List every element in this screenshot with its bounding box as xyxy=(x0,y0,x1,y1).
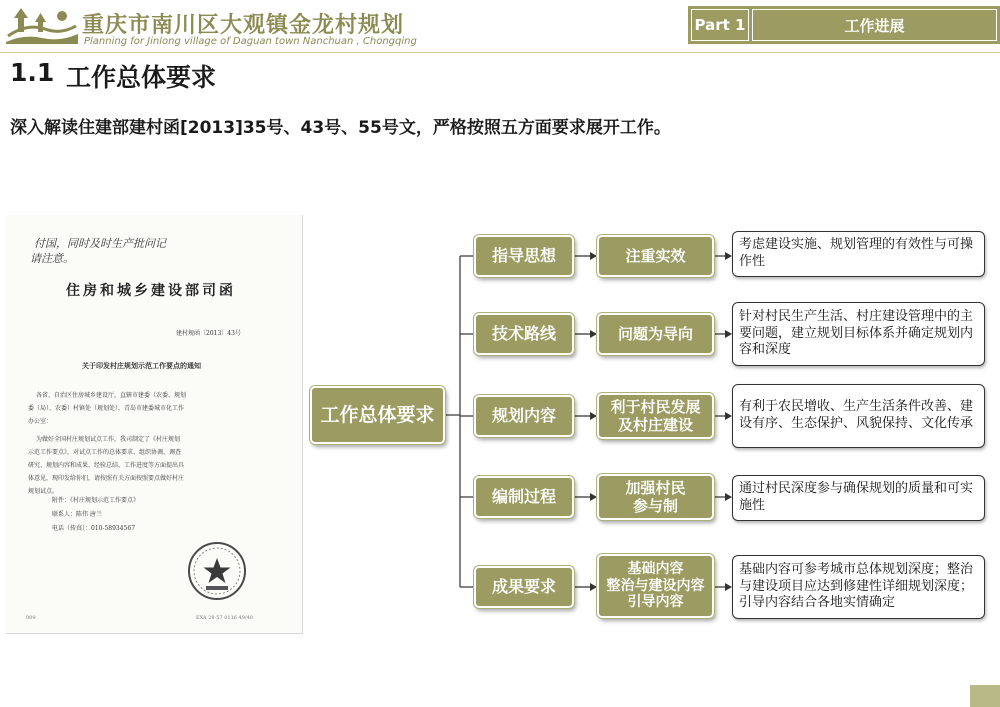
description-box xyxy=(732,384,985,448)
description-box xyxy=(732,302,985,366)
doc-body-line: 办公室： xyxy=(28,418,53,425)
focus-line: 整治与建设内容 xyxy=(606,577,705,594)
focus-line: 加强村民 xyxy=(625,479,686,497)
part-label: Part 1 xyxy=(691,9,749,41)
doc-body-line: 联系人：陈伟 唐兰 xyxy=(52,511,102,518)
focus-line: 利于村民发展 xyxy=(610,398,701,416)
focus-line: 基础内容 xyxy=(627,560,684,577)
description-text: 通过村民深度参与确保规划的质量和可实施性 xyxy=(739,481,974,513)
doc-handwriting-2: 请注意。 xyxy=(30,252,74,265)
doc-body-line: 示范工作要点》，对试点工作的总体要求、组织协调、调查 xyxy=(28,449,182,456)
focus-line: 及村庄建设 xyxy=(617,416,693,434)
doc-title: 关于印发村庄规划示范工作要点的通知 xyxy=(82,361,201,370)
doc-body-line: 研究、规划内容和成果、经验总结、工作进度等方面提出具 xyxy=(28,462,185,469)
main-node: 工作总体要求 xyxy=(310,386,445,444)
page-title: 工作总体要求 xyxy=(66,63,217,92)
focus-line: 引导内容 xyxy=(627,594,684,611)
section-number: 1.1 xyxy=(10,58,55,87)
doc-body-line: 规划试点。 xyxy=(28,488,59,495)
focus-node xyxy=(597,393,714,439)
intro-text: 深入解读住建部建村函[2013]35号、43号、55号文，严格按照五方面要求展开工作。 xyxy=(10,118,671,138)
doc-handwriting-1: 付国，同时及时生产批问记 xyxy=(34,237,166,250)
doc-footer-right: EXA 28-57 0116 49/40 xyxy=(196,615,253,621)
org-subtitle: Planning for Jinlong village of Daguan town Nanchuan , Chongqing xyxy=(84,36,417,47)
description-box xyxy=(732,555,985,619)
category-node: 编制过程 xyxy=(474,476,574,518)
description-text: 基础内容可参考城市总体规划深度；整治与建设项目应达到修建性详细规划深度；引导内容结合各地实情确定 xyxy=(739,561,974,611)
doc-body-line: 附件：《村庄规划示范工作要点》 xyxy=(52,497,140,504)
doc-letterhead: 住房和城乡建设部司函 xyxy=(66,283,236,299)
doc-body-line: 体意见，现印发给你们，请按照有关方面按照要点做好村庄 xyxy=(28,475,185,482)
focus-line: 问题为导向 xyxy=(617,325,693,343)
doc-body-line: 委（局）、农委）村镇处（规划处），青岛市建委城市化工作 xyxy=(28,405,185,412)
footer-tab xyxy=(970,685,1000,707)
doc-body-line: 电话（传真）：010-58934567 xyxy=(52,525,136,532)
description-text: 有利于农民增收、生产生活条件改善、建设有序、生态保护、风貌保持、文化传承 xyxy=(739,399,974,431)
focus-node xyxy=(597,235,714,277)
description-box xyxy=(732,231,985,277)
description-box xyxy=(732,475,985,521)
focus-node xyxy=(597,313,714,355)
focus-line: 参与制 xyxy=(632,497,678,515)
description-text: 针对村民生产生活、村庄建设管理中的主要问题，建立规划目标体系并确定规划内容和深度 xyxy=(739,308,974,358)
category-node: 规划内容 xyxy=(474,395,574,437)
doc-body-line: 各省、自治区住房城乡建设厅，直辖市建委（农委、规划 xyxy=(36,392,187,399)
section-label: 工作进展 xyxy=(752,9,997,41)
category-node: 成果要求 xyxy=(474,566,574,608)
category-node: 技术路线 xyxy=(474,313,574,355)
description-text: 考虑建设实施、规划管理的有效性与可操作性 xyxy=(739,237,974,269)
org-title: 重庆市南川区大观镇金龙村规划 xyxy=(82,13,405,38)
focus-line: 注重实效 xyxy=(625,247,686,265)
doc-number: 建村规函〔2013〕43号 xyxy=(176,330,241,337)
doc-body-line: 为做好全国村庄规划试点工作，我司制定了《村庄规划 xyxy=(36,436,181,443)
focus-node xyxy=(597,554,714,618)
focus-node xyxy=(597,474,714,520)
doc-footer-left: 009 xyxy=(26,615,36,621)
category-node: 指导思想 xyxy=(474,235,574,277)
